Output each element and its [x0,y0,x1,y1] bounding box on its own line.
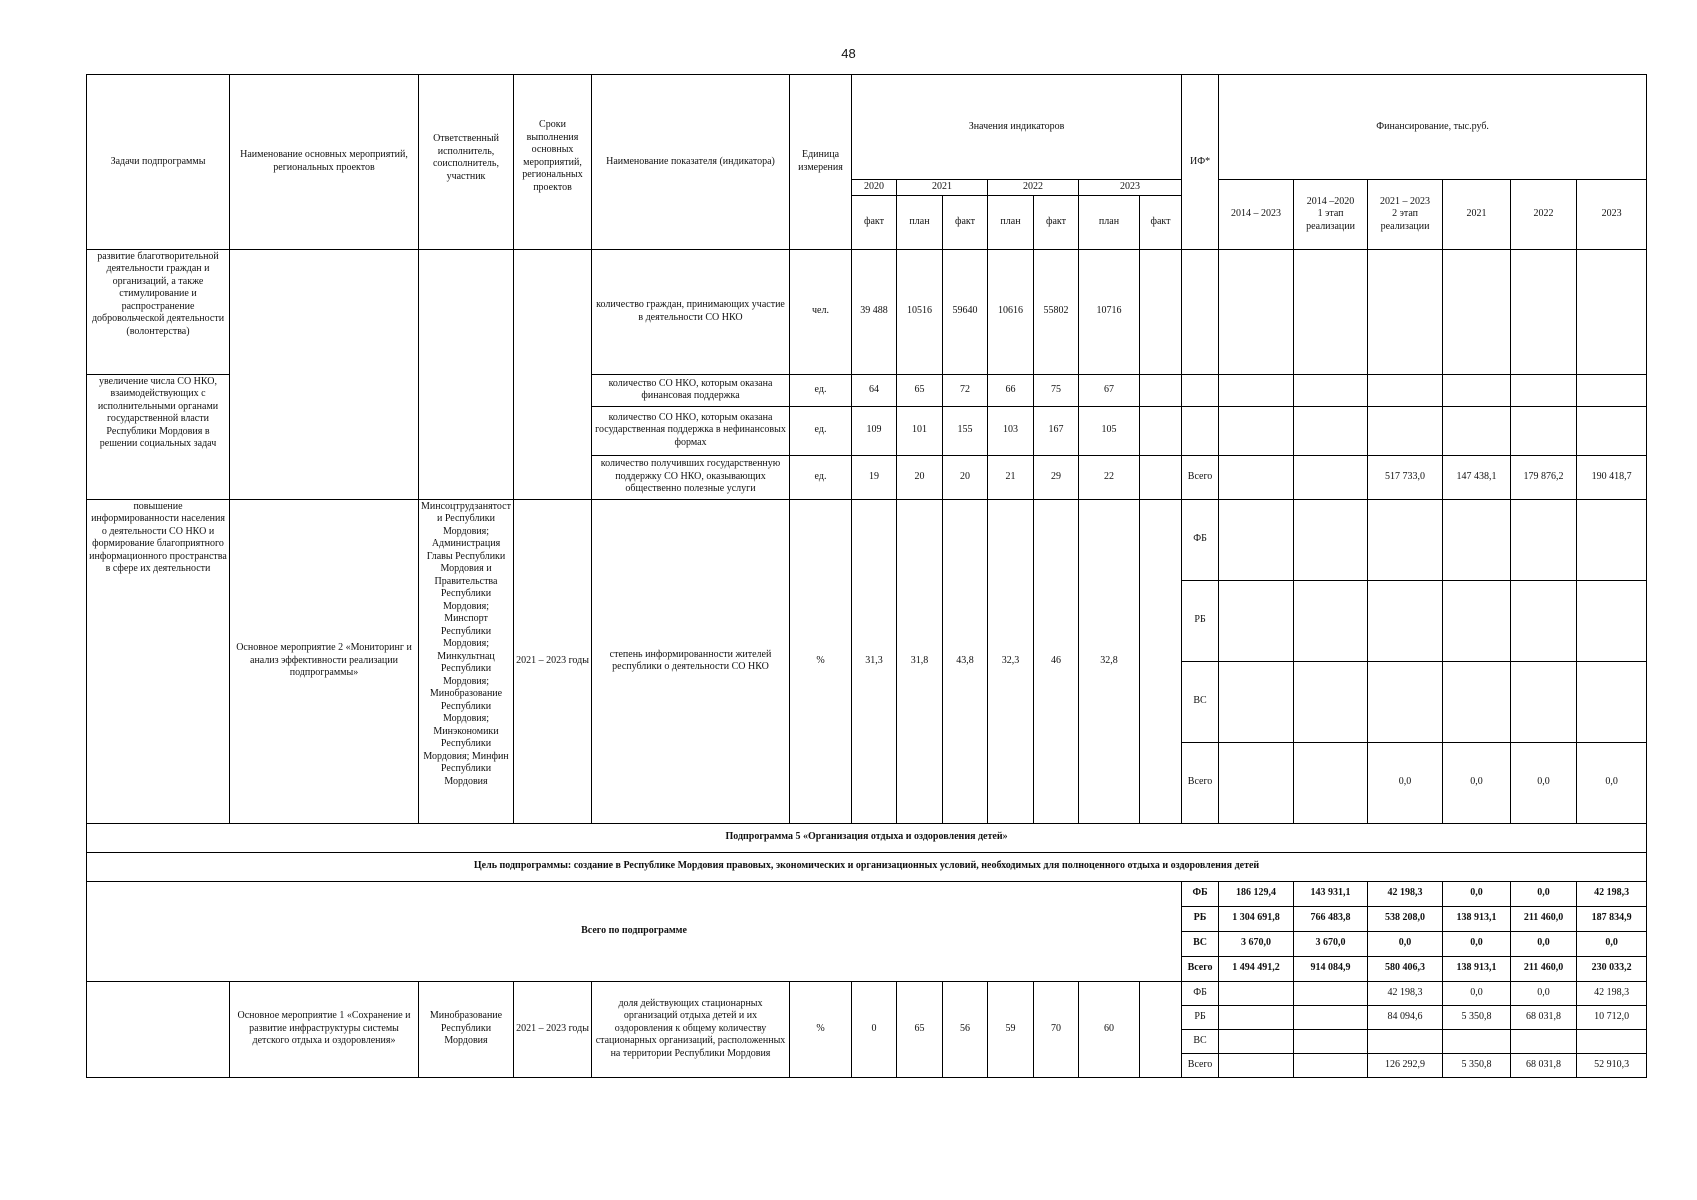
fin-cell: 0,0 [1368,742,1443,823]
deadline-cell: 2021 – 2023 годы [514,499,592,823]
fin-cell [1294,455,1368,499]
fin-cell: 580 406,3 [1368,956,1443,981]
fin-cell [1511,249,1577,374]
fin-cell [1219,661,1294,742]
fin-cell: 179 876,2 [1511,455,1577,499]
fin-cell: 138 913,1 [1443,956,1511,981]
if-cell [1182,406,1219,455]
header-sub-fact: факт [852,195,897,249]
indicator-name: количество СО НКО, которым оказана государственная поддержка в нефинансовых формах [592,406,790,455]
value-cell: 65 [897,981,943,1077]
header-year-2020: 2020 [852,180,897,196]
activity-cell [230,249,419,499]
fin-cell [1443,374,1511,406]
value-cell: 19 [852,455,897,499]
fin-cell: 517 733,0 [1368,455,1443,499]
indicator-name: степень информированности жителей республики о деятельности СО НКО [592,499,790,823]
fin-cell [1368,249,1443,374]
fin-cell [1443,1029,1511,1053]
fin-cell: 10 712,0 [1577,1005,1647,1029]
table-row [87,981,1647,1005]
fin-cell: 0,0 [1577,931,1647,956]
fin-cell [1368,406,1443,455]
value-cell: 31,8 [897,499,943,823]
header-row-1 [87,75,1647,180]
fin-cell: 0,0 [1511,981,1577,1005]
fin-cell [1443,249,1511,374]
fin-cell: 5 350,8 [1443,1053,1511,1077]
value-cell: 0 [852,981,897,1077]
value-cell: 22 [1079,455,1140,499]
fin-cell: 138 913,1 [1443,906,1511,931]
fin-cell: 211 460,0 [1511,956,1577,981]
fin-cell: 914 084,9 [1294,956,1368,981]
responsible-cell: Минсоцтрудзанятости Республики Мордовия; Администрация Главы Республики Мордовия и Правительства Республики Мордовия; Минспорт Республики Мордовия; Минкультнац Республики Мордовия; Минобразование Республики Мордовия; Минэкономики Республики Мордовия; Минфин Республики Мордовия [419,499,514,823]
header-unit: Единица измерения [790,75,852,250]
fin-cell: 3 670,0 [1294,931,1368,956]
if-cell: Всего [1182,956,1219,981]
fin-cell [1294,742,1368,823]
fin-cell [1294,1053,1368,1077]
value-cell: 64 [852,374,897,406]
fin-cell [1219,249,1294,374]
if-cell: РБ [1182,1005,1219,1029]
fin-cell: 84 094,6 [1368,1005,1443,1029]
value-cell: 21 [988,455,1034,499]
if-cell: Всего [1182,1053,1219,1077]
header-sub-fact: факт [943,195,988,249]
indicator-name: количество граждан, принимающих участие в деятельности СО НКО [592,249,790,374]
fin-cell [1368,374,1443,406]
fin-cell: 42 198,3 [1577,881,1647,906]
header-year-2021: 2021 [897,180,988,196]
fin-cell [1511,1029,1577,1053]
if-cell: ФБ [1182,499,1219,580]
if-cell: РБ [1182,906,1219,931]
fin-cell: 211 460,0 [1511,906,1577,931]
fin-cell [1219,406,1294,455]
fin-cell: 0,0 [1368,931,1443,956]
value-cell [1140,406,1182,455]
header-if: ИФ* [1182,75,1219,250]
value-cell: 59 [988,981,1034,1077]
if-cell: ФБ [1182,881,1219,906]
header-sub-fact: факт [1140,195,1182,249]
fin-cell: 186 129,4 [1219,881,1294,906]
fin-cell: 147 438,1 [1443,455,1511,499]
fin-cell [1511,374,1577,406]
header-deadlines: Сроки выполнения основных мероприятий, региональных проектов [514,75,592,250]
fin-cell: 0,0 [1511,931,1577,956]
value-cell: 105 [1079,406,1140,455]
if-cell [1182,374,1219,406]
fin-cell: 5 350,8 [1443,1005,1511,1029]
header-sub-fact: факт [1034,195,1079,249]
value-cell: 46 [1034,499,1079,823]
fin-cell: 0,0 [1511,881,1577,906]
value-cell: 43,8 [943,499,988,823]
header-indicator-values: Значения индикаторов [852,75,1182,180]
indicator-name: количество СО НКО, которым оказана финансовая поддержка [592,374,790,406]
value-cell: 65 [897,374,943,406]
fin-cell: 42 198,3 [1368,981,1443,1005]
indicator-unit: ед. [790,374,852,406]
value-cell: 29 [1034,455,1079,499]
subprogram-goal-row [87,852,1647,881]
fin-cell: 538 208,0 [1368,906,1443,931]
fin-cell [1511,580,1577,661]
fin-cell [1368,661,1443,742]
header-responsible: Ответственный исполнитель, соисполнитель, участник [419,75,514,250]
header-year-2022: 2022 [988,180,1079,196]
fin-cell [1443,406,1511,455]
value-cell [1140,981,1182,1077]
header-indicator: Наименование показателя (индикатора) [592,75,790,250]
task-cell [87,981,230,1077]
value-cell: 20 [897,455,943,499]
if-cell: РБ [1182,580,1219,661]
value-cell: 10516 [897,249,943,374]
fin-cell [1577,249,1647,374]
value-cell [1140,455,1182,499]
fin-cell [1577,374,1647,406]
fin-cell: 68 031,8 [1511,1053,1577,1077]
task-cell: увеличение числа СО НКО, взаимодействующих с исполнительными органами государственной власти Республики Мордовия в решении социальных задач [87,374,230,499]
fin-cell [1511,499,1577,580]
fin-cell: 0,0 [1443,881,1511,906]
header-tasks: Задачи подпрограммы [87,75,230,250]
header-fin-2022: 2022 [1511,180,1577,250]
fin-cell [1294,1029,1368,1053]
activity-cell: Основное мероприятие 1 «Сохранение и развитие инфраструктуры системы детского отдыха и оздоровления» [230,981,419,1077]
fin-cell [1294,1005,1368,1029]
fin-cell: 0,0 [1443,742,1511,823]
fin-cell [1294,374,1368,406]
fin-cell [1368,580,1443,661]
if-cell: Всего [1182,455,1219,499]
fin-cell [1294,661,1368,742]
value-cell: 109 [852,406,897,455]
value-cell: 32,3 [988,499,1034,823]
fin-cell [1511,406,1577,455]
responsible-cell: Минобразование Республики Мордовия [419,981,514,1077]
value-cell: 60 [1079,981,1140,1077]
value-cell: 39 488 [852,249,897,374]
subprogram-total-label: Всего по подпрограмме [87,881,1182,981]
indicator-unit: чел. [790,249,852,374]
fin-cell [1219,1053,1294,1077]
fin-cell [1219,499,1294,580]
fin-cell [1294,406,1368,455]
fin-cell [1294,580,1368,661]
fin-cell [1443,661,1511,742]
value-cell: 32,8 [1079,499,1140,823]
fin-cell [1219,981,1294,1005]
fin-cell [1577,499,1647,580]
fin-cell [1219,742,1294,823]
fin-cell [1294,249,1368,374]
fin-cell: 0,0 [1443,981,1511,1005]
fin-cell [1443,499,1511,580]
fin-cell: 230 033,2 [1577,956,1647,981]
fin-cell: 68 031,8 [1511,1005,1577,1029]
value-cell: 56 [943,981,988,1077]
header-sub-plan: план [1079,195,1140,249]
deadline-cell [514,249,592,499]
fin-cell: 0,0 [1511,742,1577,823]
indicator-unit: % [790,499,852,823]
fin-cell [1219,374,1294,406]
value-cell [1140,374,1182,406]
value-cell: 59640 [943,249,988,374]
fin-cell: 42 198,3 [1577,981,1647,1005]
value-cell: 103 [988,406,1034,455]
task-cell: развитие благотворительной деятельности граждан и организаций, а также стимулирование и распространение добровольческой деятельности (волонтерства) [87,249,230,374]
header-sub-plan: план [897,195,943,249]
fin-cell [1219,1029,1294,1053]
value-cell: 70 [1034,981,1079,1077]
value-cell [1140,499,1182,823]
subprogram-title: Подпрограмма 5 «Организация отдыха и оздоровления детей» [87,823,1647,852]
fin-cell [1368,499,1443,580]
fin-cell [1443,580,1511,661]
table-row [87,881,1647,906]
header-fin-2021: 2021 [1443,180,1511,250]
value-cell: 31,3 [852,499,897,823]
header-financing: Финансирование, тыс.руб. [1219,75,1647,180]
if-cell [1182,249,1219,374]
fin-cell: 190 418,7 [1577,455,1647,499]
value-cell: 75 [1034,374,1079,406]
fin-cell [1577,580,1647,661]
value-cell: 101 [897,406,943,455]
responsible-cell [419,249,514,499]
fin-cell [1511,661,1577,742]
indicator-unit: ед. [790,455,852,499]
fin-cell: 187 834,9 [1577,906,1647,931]
if-cell: ФБ [1182,981,1219,1005]
fin-cell: 52 910,3 [1577,1053,1647,1077]
fin-cell: 1 494 491,2 [1219,956,1294,981]
table-row [87,499,1647,580]
header-fin-2023: 2023 [1577,180,1647,250]
value-cell: 20 [943,455,988,499]
deadline-cell: 2021 – 2023 годы [514,981,592,1077]
page-number: 48 [841,46,856,61]
fin-cell: 126 292,9 [1368,1053,1443,1077]
value-cell: 67 [1079,374,1140,406]
fin-cell: 766 483,8 [1294,906,1368,931]
value-cell: 72 [943,374,988,406]
fin-cell: 0,0 [1577,742,1647,823]
task-cell: повышение информированности населения о деятельности СО НКО и формирование благоприятного информационного пространства в сфере их деятельности [87,499,230,823]
value-cell: 10716 [1079,249,1140,374]
fin-cell: 42 198,3 [1368,881,1443,906]
header-fin-stage1: 2014 –2020 1 этап реализации [1294,180,1368,250]
header-fin-2014-2023: 2014 – 2023 [1219,180,1294,250]
fin-cell [1294,981,1368,1005]
indicator-unit: % [790,981,852,1077]
value-cell: 10616 [988,249,1034,374]
value-cell: 167 [1034,406,1079,455]
value-cell [1140,249,1182,374]
fin-cell [1219,580,1294,661]
value-cell: 66 [988,374,1034,406]
fin-cell [1219,1005,1294,1029]
fin-cell [1219,455,1294,499]
fin-cell [1577,1029,1647,1053]
fin-cell: 0,0 [1443,931,1511,956]
value-cell: 55802 [1034,249,1079,374]
if-cell: ВС [1182,931,1219,956]
indicator-name: доля действующих стационарных организаций отдыха детей и их оздоровления к общему количеству стационарных организаций, расположенных на территории Республики Мордовия [592,981,790,1077]
table-row [87,249,1647,374]
activity-cell: Основное мероприятие 2 «Мониторинг и анализ эффективности реализации подпрограммы» [230,499,419,823]
fin-cell: 1 304 691,8 [1219,906,1294,931]
subprogram-title-row [87,823,1647,852]
header-year-2023: 2023 [1079,180,1182,196]
fin-cell [1577,406,1647,455]
fin-cell [1368,1029,1443,1053]
fin-cell [1294,499,1368,580]
subprogram-goal: Цель подпрограммы: создание в Республике Мордовия правовых, экономических и организационных условий, необходимых для полноценного отдыха и оздоровления детей [87,852,1647,881]
header-activities: Наименование основных мероприятий, региональных проектов [230,75,419,250]
fin-cell: 143 931,1 [1294,881,1368,906]
if-cell: Всего [1182,742,1219,823]
indicator-unit: ед. [790,406,852,455]
header-fin-stage2: 2021 – 2023 2 этап реализации [1368,180,1443,250]
value-cell: 155 [943,406,988,455]
if-cell: ВС [1182,1029,1219,1053]
if-cell: ВС [1182,661,1219,742]
header-sub-plan: план [988,195,1034,249]
fin-cell [1577,661,1647,742]
indicator-name: количество получивших государственную поддержку СО НКО, оказывающих общественно полезные услуги [592,455,790,499]
fin-cell: 3 670,0 [1219,931,1294,956]
program-table [86,74,1647,1078]
